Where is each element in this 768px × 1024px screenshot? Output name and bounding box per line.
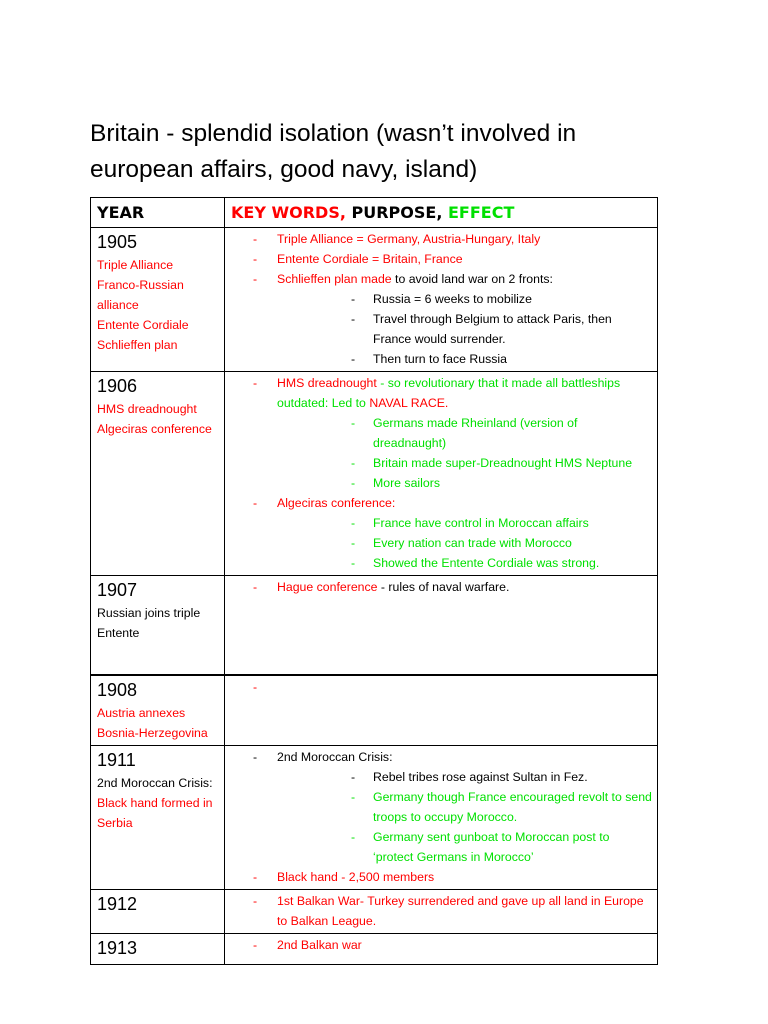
details-cell xyxy=(225,746,658,890)
sub-detail-item: - Showed the Entente Cordiale was strong. xyxy=(351,556,600,570)
details-cell xyxy=(225,934,658,965)
event-label: Algeciras conference xyxy=(97,422,212,436)
sub-detail-item: - Germans made Rheinland (version of dreadnaught) xyxy=(351,416,578,450)
year-cell xyxy=(91,576,225,675)
sub-detail-item: - Rebel tribes rose against Sultan in Fez. xyxy=(351,770,588,784)
detail-text-continued: to avoid land war on 2 fronts: xyxy=(391,272,553,286)
sub-detail-text: Germans made Rheinland (version of dreadnaught) xyxy=(373,416,578,450)
year-cell xyxy=(91,675,225,746)
sub-detail-text: Germany sent gunboat to Moroccan post to ‘protect Germans in Morocco’ xyxy=(373,830,610,864)
sub-detail-text: Every nation can trade with Morocco xyxy=(373,536,572,550)
detail-text-emphasis: NAVAL RACE. xyxy=(369,396,449,410)
detail-item: - Black hand - 2,500 members xyxy=(253,870,435,884)
year-label: 1905 xyxy=(97,232,138,252)
detail-text: Entente Cordiale = Britain, France xyxy=(277,252,463,266)
sub-detail-item: - More sailors xyxy=(351,476,440,490)
year-cell xyxy=(91,228,225,372)
event-label: Austria annexes xyxy=(97,705,186,720)
sub-detail-item: - Every nation can trade with Morocco xyxy=(351,536,572,550)
header-effect: EFFECT xyxy=(447,203,515,222)
event-label: Bosnia-Herzegovina xyxy=(97,725,208,740)
year-label: 1912 xyxy=(97,894,138,914)
sub-detail-text: Russia = 6 weeks to mobilize xyxy=(373,292,532,306)
details-cell xyxy=(225,372,658,576)
detail-text: HMS dreadnought xyxy=(277,376,377,390)
sub-detail-item: - Then turn to face Russia xyxy=(351,352,507,366)
year-cell xyxy=(91,890,225,934)
year-label: 1906 xyxy=(97,376,138,396)
detail-text: Schlieffen plan made xyxy=(277,272,392,286)
event-label: 2nd Moroccan Crisis: xyxy=(97,776,213,790)
detail-item: - Schlieffen plan made to avoid land war on 2 fronts: - Russia = 6 weeks to mobilize - Travel through Belgium to attack Paris, then France would surrender. - Then turn to face Russia xyxy=(225,269,653,369)
detail-text: 2nd Moroccan Crisis: xyxy=(277,750,393,764)
event-label: Triple Alliance xyxy=(97,258,174,272)
detail-item: - Triple Alliance = Germany, Austria-Hungary, Italy xyxy=(253,232,541,246)
year-cell xyxy=(91,746,225,890)
table-row xyxy=(91,228,658,372)
detail-text-continued: - rules of naval warfare. xyxy=(377,580,510,594)
event-label: Black hand formed in xyxy=(97,796,213,810)
event-label: Schlieffen plan xyxy=(97,338,178,352)
table-row xyxy=(91,890,658,934)
table-header-row xyxy=(91,198,658,228)
table-row xyxy=(91,746,658,890)
detail-item: - Algeciras conference: - France have control in Moroccan affairs - Every nation can trade with Morocco - Showed the Entente Cordiale was strong. xyxy=(225,493,653,573)
detail-item: - HMS dreadnought - so revolutionary that it made all battleships outdated: Led to NAVAL RACE. - Germans made Rheinland (version of dreadnaught) - Britain made super-Dreadnought HMS Neptune - More sailors xyxy=(225,373,653,493)
detail-text: 1st Balkan War- Turkey surrendered and gave up all land in Europe to Balkan League. xyxy=(277,894,644,928)
year-cell xyxy=(91,934,225,965)
year-label: 1908 xyxy=(97,679,138,700)
detail-item: - 2nd Moroccan Crisis: - Rebel tribes rose against Sultan in Fez. - Germany though France encouraged revolt to send troops to occupy Morocco. - Germany sent gunboat to Moroccan post to ‘protect Germans in Morocco’ xyxy=(225,747,653,867)
table-row xyxy=(91,934,658,965)
table-row xyxy=(91,372,658,576)
detail-item: - Entente Cordiale = Britain, France xyxy=(253,252,463,266)
detail-text: 2nd Balkan war xyxy=(277,938,362,952)
sub-detail-text: Britain made super-Dreadnought HMS Neptune xyxy=(373,456,633,470)
sub-detail-text: Travel through Belgium to attack Paris, then France would surrender. xyxy=(373,312,612,346)
sub-detail-item: - Germany sent gunboat to Moroccan post to ‘protect Germans in Morocco’ xyxy=(351,830,610,864)
details-cell xyxy=(225,576,658,675)
header-keywords: KEY WORDS, xyxy=(231,203,346,222)
year-label: 1907 xyxy=(97,580,138,600)
event-label: Russian joins triple xyxy=(97,606,201,620)
sub-detail-text: Showed the Entente Cordiale was strong. xyxy=(373,556,600,570)
year-column-header: YEAR xyxy=(91,198,225,228)
detail-item: - Hague conference - rules of naval warfare. xyxy=(253,580,510,594)
table-row xyxy=(91,675,658,746)
year-label: 1913 xyxy=(97,938,138,958)
details-cell xyxy=(225,890,658,934)
detail-text: Triple Alliance = Germany, Austria-Hungary, Italy xyxy=(277,232,541,246)
keywords-column-header xyxy=(225,198,658,228)
sub-detail-item: - France have control in Moroccan affairs xyxy=(351,516,589,530)
event-label: alliance xyxy=(97,298,139,312)
timeline-table xyxy=(90,197,658,965)
sub-detail-text: Rebel tribes rose against Sultan in Fez. xyxy=(373,770,588,784)
sub-detail-text: Then turn to face Russia xyxy=(373,352,507,366)
detail-text: Algeciras conference: xyxy=(277,496,396,510)
page-heading: Britain - splendid isolation (wasn’t involved in european affairs, good navy, island) xyxy=(90,120,577,183)
details-cell xyxy=(225,228,658,372)
detail-item: - 1st Balkan War- Turkey surrendered and gave up all land in Europe to Balkan League. xyxy=(253,894,644,928)
detail-text-continued: - so revolutionary that it made all battleships outdated: Led to xyxy=(277,376,621,410)
header-purpose: PURPOSE, xyxy=(345,203,448,222)
sub-detail-item: - Russia = 6 weeks to mobilize xyxy=(351,292,532,306)
event-label: Serbia xyxy=(97,816,133,830)
event-label: Entente Cordiale xyxy=(97,318,189,332)
sub-detail-text: Germany though France encouraged revolt to send troops to occupy Morocco. xyxy=(373,790,652,824)
detail-item: - 2nd Balkan war xyxy=(253,938,362,952)
year-label: 1911 xyxy=(97,750,136,770)
details-cell: - xyxy=(225,675,658,746)
table-row xyxy=(91,576,658,675)
sub-detail-item: - Germany though France encouraged revolt to send troops to occupy Morocco. xyxy=(351,790,652,824)
year-cell xyxy=(91,372,225,576)
detail-text: Black hand - 2,500 members xyxy=(277,870,435,884)
event-label: HMS dreadnought xyxy=(97,402,197,416)
sub-detail-text: More sailors xyxy=(373,476,440,490)
event-label: Entente xyxy=(97,626,140,640)
event-label: Franco-Russian xyxy=(97,278,184,292)
sub-detail-text: France have control in Moroccan affairs xyxy=(373,516,589,530)
sub-detail-item: - Britain made super-Dreadnought HMS Neptune xyxy=(351,456,633,470)
sub-detail-item: - Travel through Belgium to attack Paris, then France would surrender. xyxy=(351,312,612,346)
detail-text: Hague conference xyxy=(277,580,378,594)
